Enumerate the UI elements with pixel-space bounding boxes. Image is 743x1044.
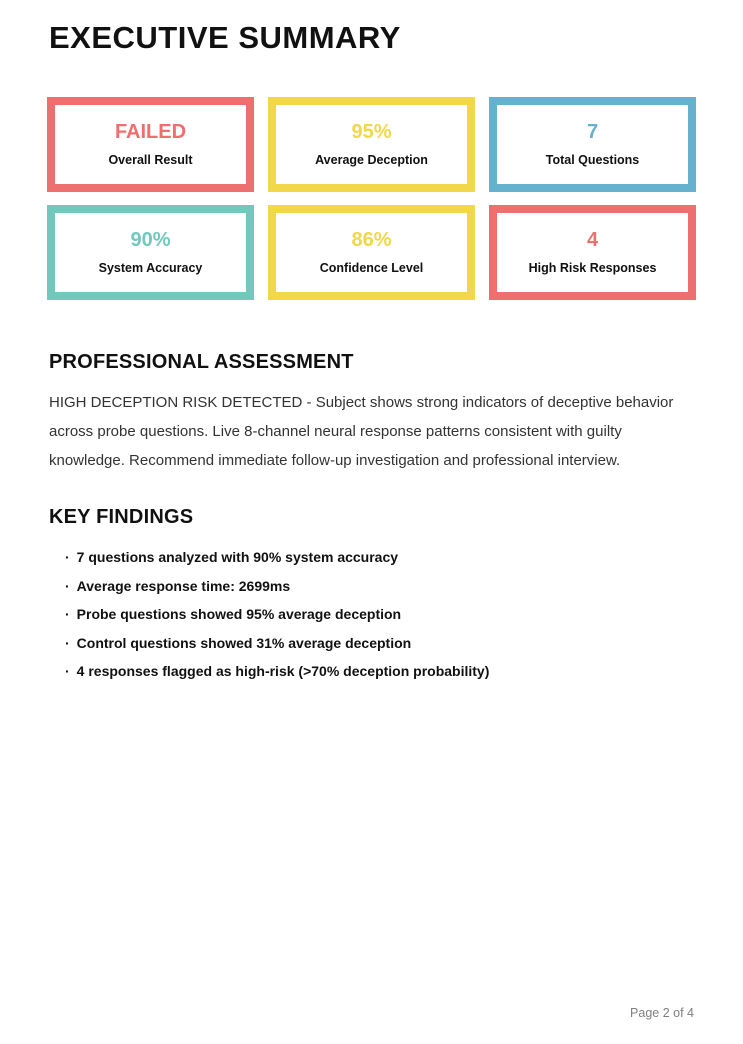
stat-card-high-risk-responses: [489, 205, 696, 300]
bullet-icon: ·: [65, 549, 70, 565]
page-number: Page 2 of 4: [630, 1006, 694, 1020]
bullet-icon: ·: [65, 634, 70, 651]
finding-text: Average response time: 2699ms: [76, 577, 291, 594]
bullet-icon: ·: [65, 663, 70, 679]
findings-heading: KEY FINDINGS: [49, 506, 194, 528]
bullet-icon: ·: [65, 577, 70, 594]
stat-label: System Accuracy: [98, 261, 203, 276]
finding-text: 4 responses flagged as high-risk (>70% deception probability): [76, 663, 490, 679]
stat-label: Average Deception: [315, 153, 428, 168]
stat-value: 95%: [351, 121, 392, 144]
stat-label: High Risk Responses: [528, 261, 657, 276]
finding-item: [65, 579, 696, 594]
stat-card-system-accuracy: [47, 205, 254, 300]
finding-item: [65, 664, 696, 679]
stat-card-overall-result: [47, 97, 254, 192]
finding-item: [65, 636, 696, 651]
stat-card-total-questions: [489, 97, 696, 192]
stat-value: 7: [586, 121, 599, 144]
findings-list: [47, 550, 696, 679]
stat-card-confidence-level: [268, 205, 475, 300]
finding-item: [65, 550, 696, 565]
assessment-heading: PROFESSIONAL ASSESSMENT: [49, 351, 354, 373]
stat-value: 86%: [351, 229, 392, 252]
stats-grid: [47, 97, 696, 300]
assessment-body: HIGH DECEPTION RISK DETECTED - Subject shows strong indicators of deceptive behavior across probe questions. Live 8-channel neural response patterns consistent with guilty knowledge. Recommend immediate follow-up investigation and professional interview.: [49, 394, 674, 469]
stat-value: 4: [586, 229, 599, 252]
stat-value: 90%: [130, 229, 171, 252]
page-title: EXECUTIVE SUMMARY: [49, 20, 401, 55]
stat-card-average-deception: [268, 97, 475, 192]
finding-text: 7 questions analyzed with 90% system accuracy: [76, 549, 399, 565]
stat-value: FAILED: [114, 121, 187, 144]
finding-item: [65, 607, 696, 622]
finding-text: Control questions showed 31% average deception: [76, 634, 412, 651]
stat-label: Confidence Level: [319, 261, 424, 276]
stat-label: Total Questions: [545, 153, 640, 168]
stat-label: Overall Result: [108, 153, 193, 168]
finding-text: Probe questions showed 95% average deception: [76, 606, 402, 622]
bullet-icon: ·: [65, 606, 70, 622]
